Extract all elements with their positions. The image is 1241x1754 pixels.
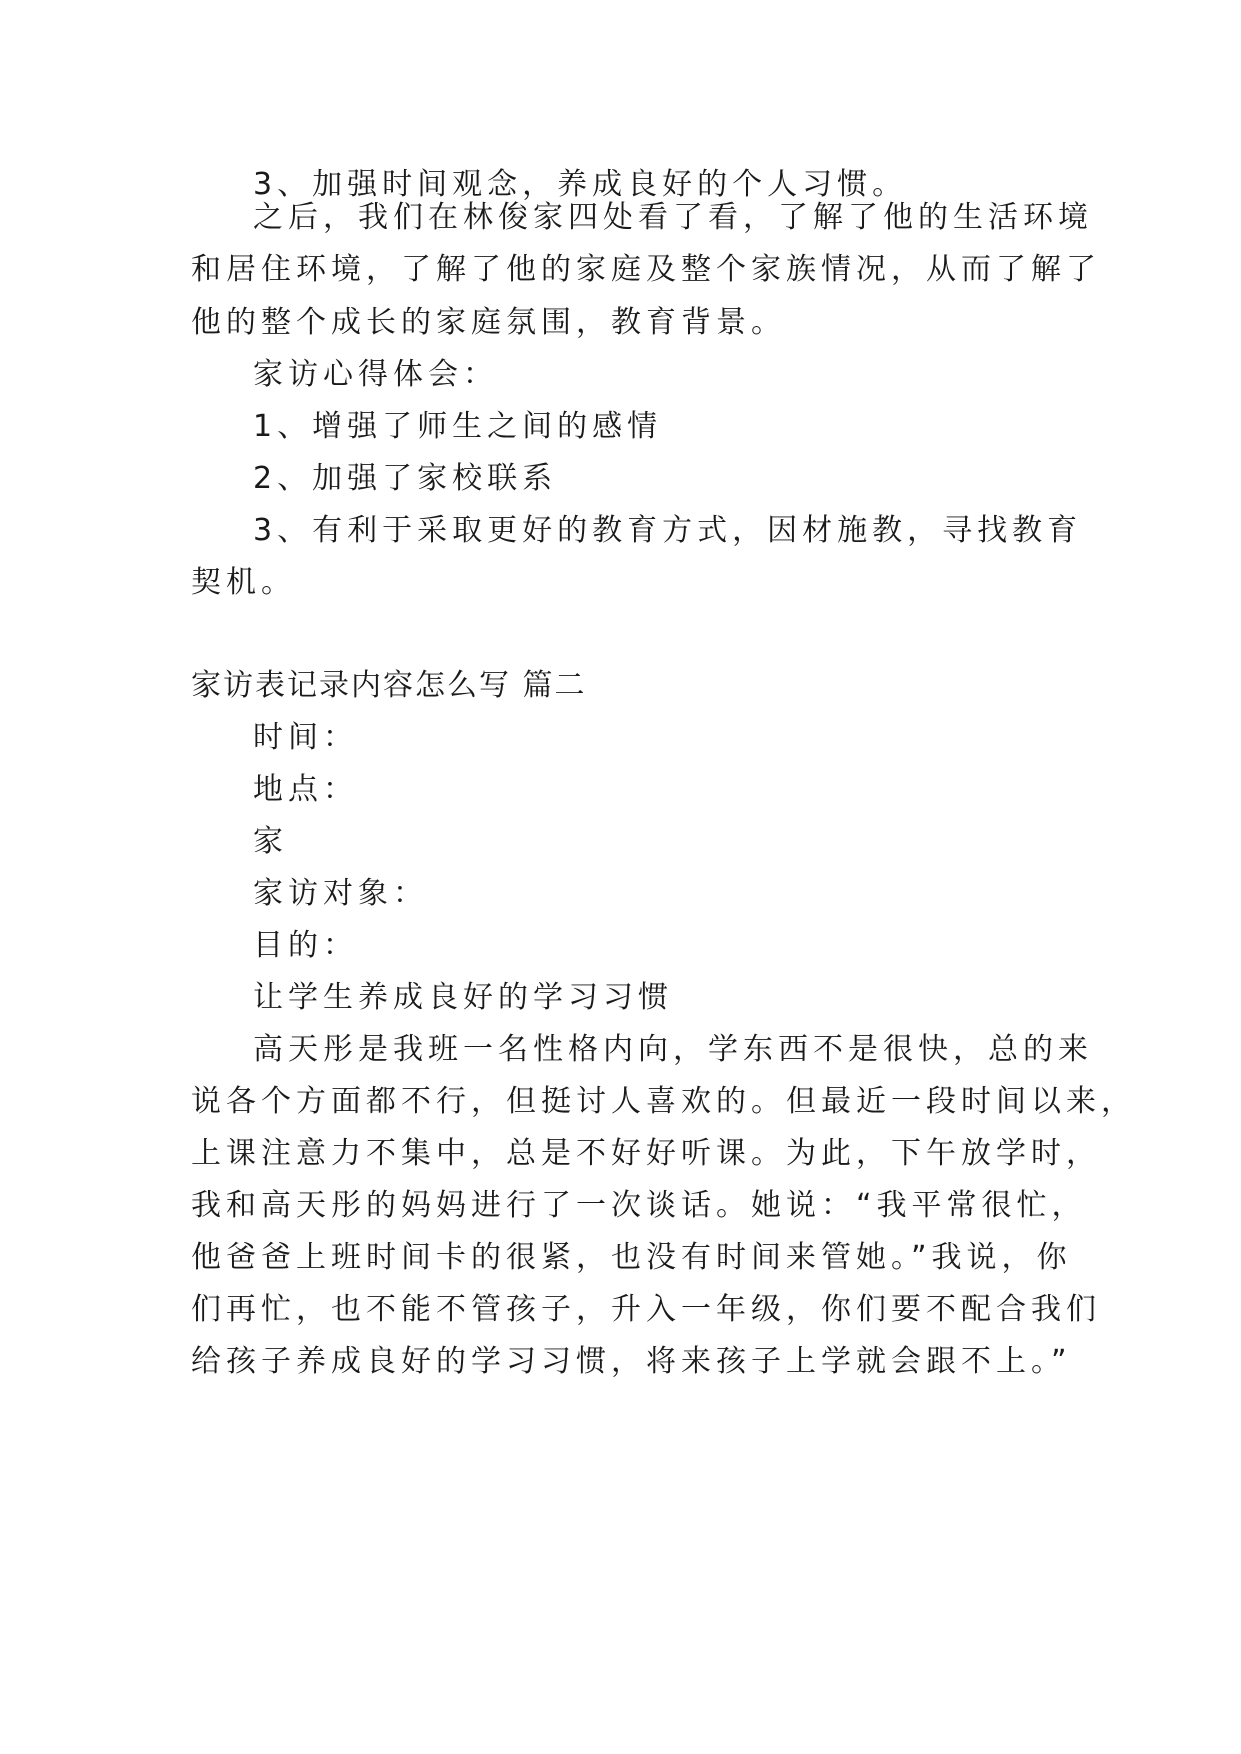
list-item-continuation: 契机。 <box>191 565 296 600</box>
field-time-label: 时间： <box>253 720 358 755</box>
paragraph-line: 给孩子养成良好的学习习惯，将来孩子上学就会跟不上。” <box>191 1344 1072 1379</box>
list-item: 1、增强了师生之间的感情 <box>253 409 663 444</box>
paragraph-line: 说各个方面都不行，但挺讨人喜欢的。但最近一段时间以来， <box>191 1084 1136 1119</box>
paragraph-line: 们再忙，也不能不管孩子，升入一年级，你们要不配合我们 <box>191 1292 1101 1327</box>
field-target-label: 家访对象： <box>253 876 428 911</box>
list-item: 2、加强了家校联系 <box>253 461 558 496</box>
field-purpose-label: 目的： <box>253 928 358 963</box>
paragraph-line: 他的整个成长的家庭氛围，教育背景。 <box>191 305 786 340</box>
paragraph-line: 和居住环境，了解了他的家庭及整个家族情况，从而了解了 <box>191 252 1101 287</box>
paragraph-line: 上课注意力不集中，总是不好好听课。为此，下午放学时， <box>191 1136 1101 1171</box>
field-purpose-value: 让学生养成良好的学习习惯 <box>253 980 673 1015</box>
field-place-label: 地点： <box>253 772 358 807</box>
paragraph-line: 我和高天彤的妈妈进行了一次谈话。她说：“我平常很忙， <box>191 1188 1087 1223</box>
field-place-value: 家 <box>253 824 288 859</box>
section-heading: 家访表记录内容怎么写 篇二 <box>191 668 587 703</box>
paragraph-line: 高天彤是我班一名性格内向，学东西不是很快，总的来 <box>253 1032 1093 1067</box>
paragraph-line: 他爸爸上班时间卡的很紧，也没有时间来管她。”我说，你 <box>191 1240 1072 1275</box>
section-title-reflection: 家访心得体会： <box>253 357 498 392</box>
list-item-time-habit: 3、加强时间观念，养成良好的个人习惯。 <box>253 167 908 202</box>
list-item: 3、有利于采取更好的教育方式，因材施教，寻找教育 <box>253 513 1083 548</box>
paragraph-line: 之后，我们在林俊家四处看了看，了解了他的生活环境 <box>253 200 1093 235</box>
